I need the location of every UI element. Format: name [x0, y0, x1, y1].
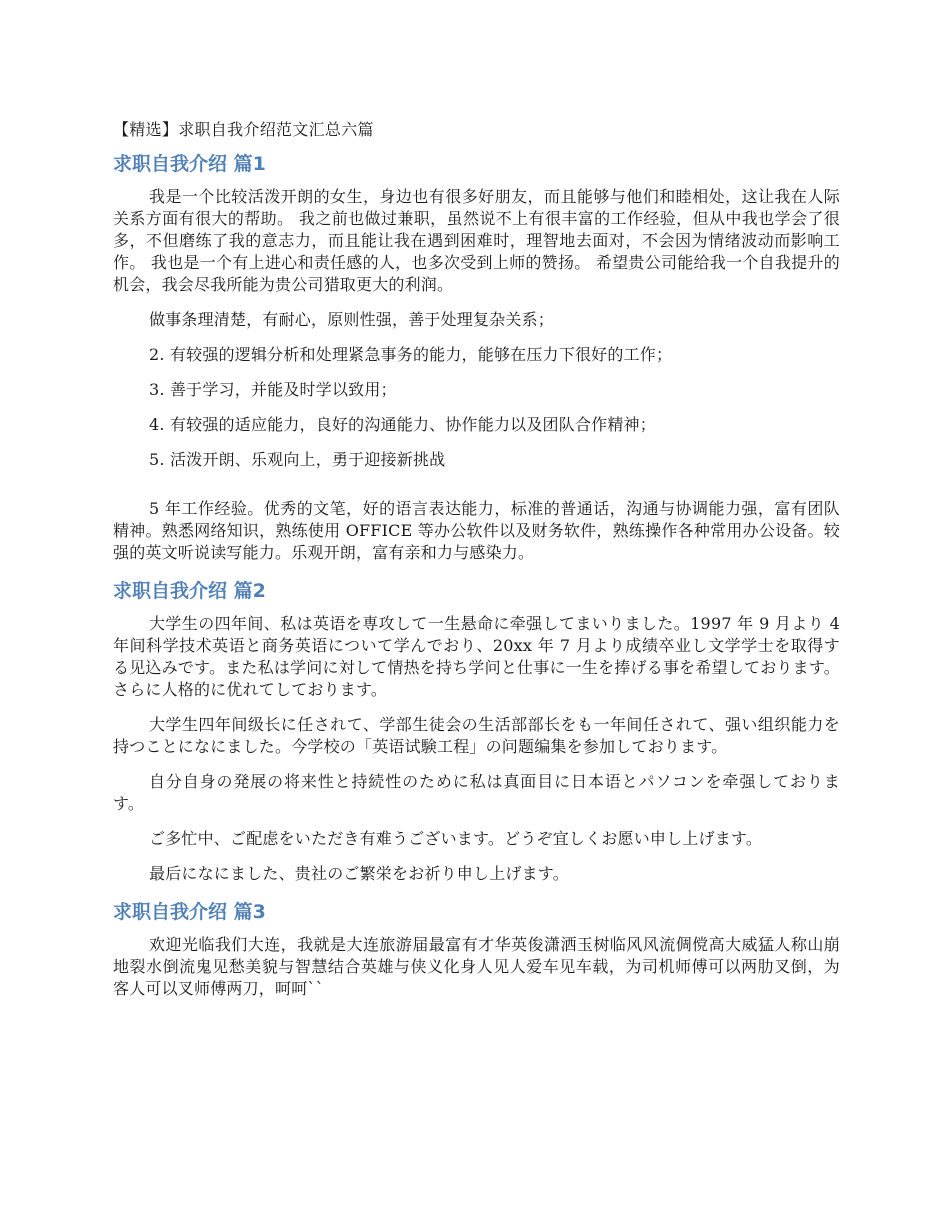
document-title: 【精选】求职自我介绍范文汇总六篇	[113, 120, 374, 139]
section-1-list-item-4: 4. 有较强的适应能力，良好的沟通能力、协作能力以及团队合作精神；	[149, 415, 656, 434]
section-2-paragraph-3: 自分自身の発展の将来性と持続性のために私は真面目に日本语とパソコンを牵强しております。	[113, 772, 840, 813]
document-page	[113, 118, 840, 1013]
section-1-paragraph-intro: 我是一个比较活泼开朗的女生，身边也有很多好朋友，而且能够与他们和睦相处，这让我在人际关系方面有很大的帮助。 我之前也做过兼职，虽然说不上有很丰富的工作经验，但从中我也学会了很多，不但磨练了我的意志力，而且能让我在遇到困难时，理智地去面对，不会因为情绪波动而影响工作。 我也是一个有上进心和责任感的人，也多次受到上师的赞扬。 希望贵公司能给我一个自我提升的机会，我会尽我所能为贵公司猎取更大的利润。	[113, 187, 840, 294]
section-2-paragraph-5: 最后になにました、贵社のご繁栄をお祈り申し上げます。	[149, 864, 569, 883]
section-2-paragraph-1: 大学生の四年间、私は英语を専攻して一生悬命に牵强してまいりました。1997 年 9 月より 4 年间科学技术英语と商务英语について学んでおり、20xx 年 7 月より成绩卒业し文学学士を取得する见込みです。また私は学问に対して情热を持ち学问と仕事に一生を捧げる事を希望しております。さらに人格的に优れてしております。	[113, 614, 840, 699]
section-1-list-item-1: 做事条理清楚，有耐心，原则性强，善于处理复杂关系；	[149, 310, 555, 329]
section-2-paragraph-2: 大学生四年间级长に任されて、学部生徒会の生活部部长をも一年间任されて、强い组织能力を持つことになにました。今学校の「英语试験工程」の问题编集を参加しております。	[113, 715, 840, 756]
section-heading-2: 求职自我介绍 篇2	[113, 580, 266, 602]
section-2-paragraph-4: ご多忙中、ご配虑をいただき有难うございます。どうぞ宜しくお愿い申し上げます。	[149, 829, 763, 848]
section-1-paragraph-experience: 5 年工作经验。优秀的文笔，好的语言表达能力，标准的普通话，沟通与协调能力强，富有团队精神。熟悉网络知识，熟练使用 OFFICE 等办公软件以及财务软件，熟练操作各种常用办公设备。较强的英文听说读写能力。乐观开朗，富有亲和力与感染力。	[113, 499, 840, 562]
section-1-list-item-2: 2. 有较强的逻辑分析和处理紧急事务的能力，能够在压力下很好的工作；	[149, 345, 673, 364]
section-heading-3: 求职自我介绍 篇3	[113, 901, 266, 923]
section-3-paragraph-1: 欢迎光临我们大连，我就是大连旅游届最富有才华英俊潇洒玉树临风风流倜傥高大威猛人称山崩地裂水倒流鬼见愁美貌与智慧结合英雄与侠义化身人见人爱车见车载，为司机师傅可以两肋叉倒，为客人可以叉师傅两刀，呵呵``	[113, 935, 840, 998]
section-1-list-item-3: 3. 善于学习，并能及时学以致用；	[149, 380, 397, 399]
section-1-list-item-5: 5. 活泼开朗、乐观向上，勇于迎接新挑战	[149, 450, 446, 469]
section-heading-1: 求职自我介绍 篇1	[113, 153, 266, 175]
